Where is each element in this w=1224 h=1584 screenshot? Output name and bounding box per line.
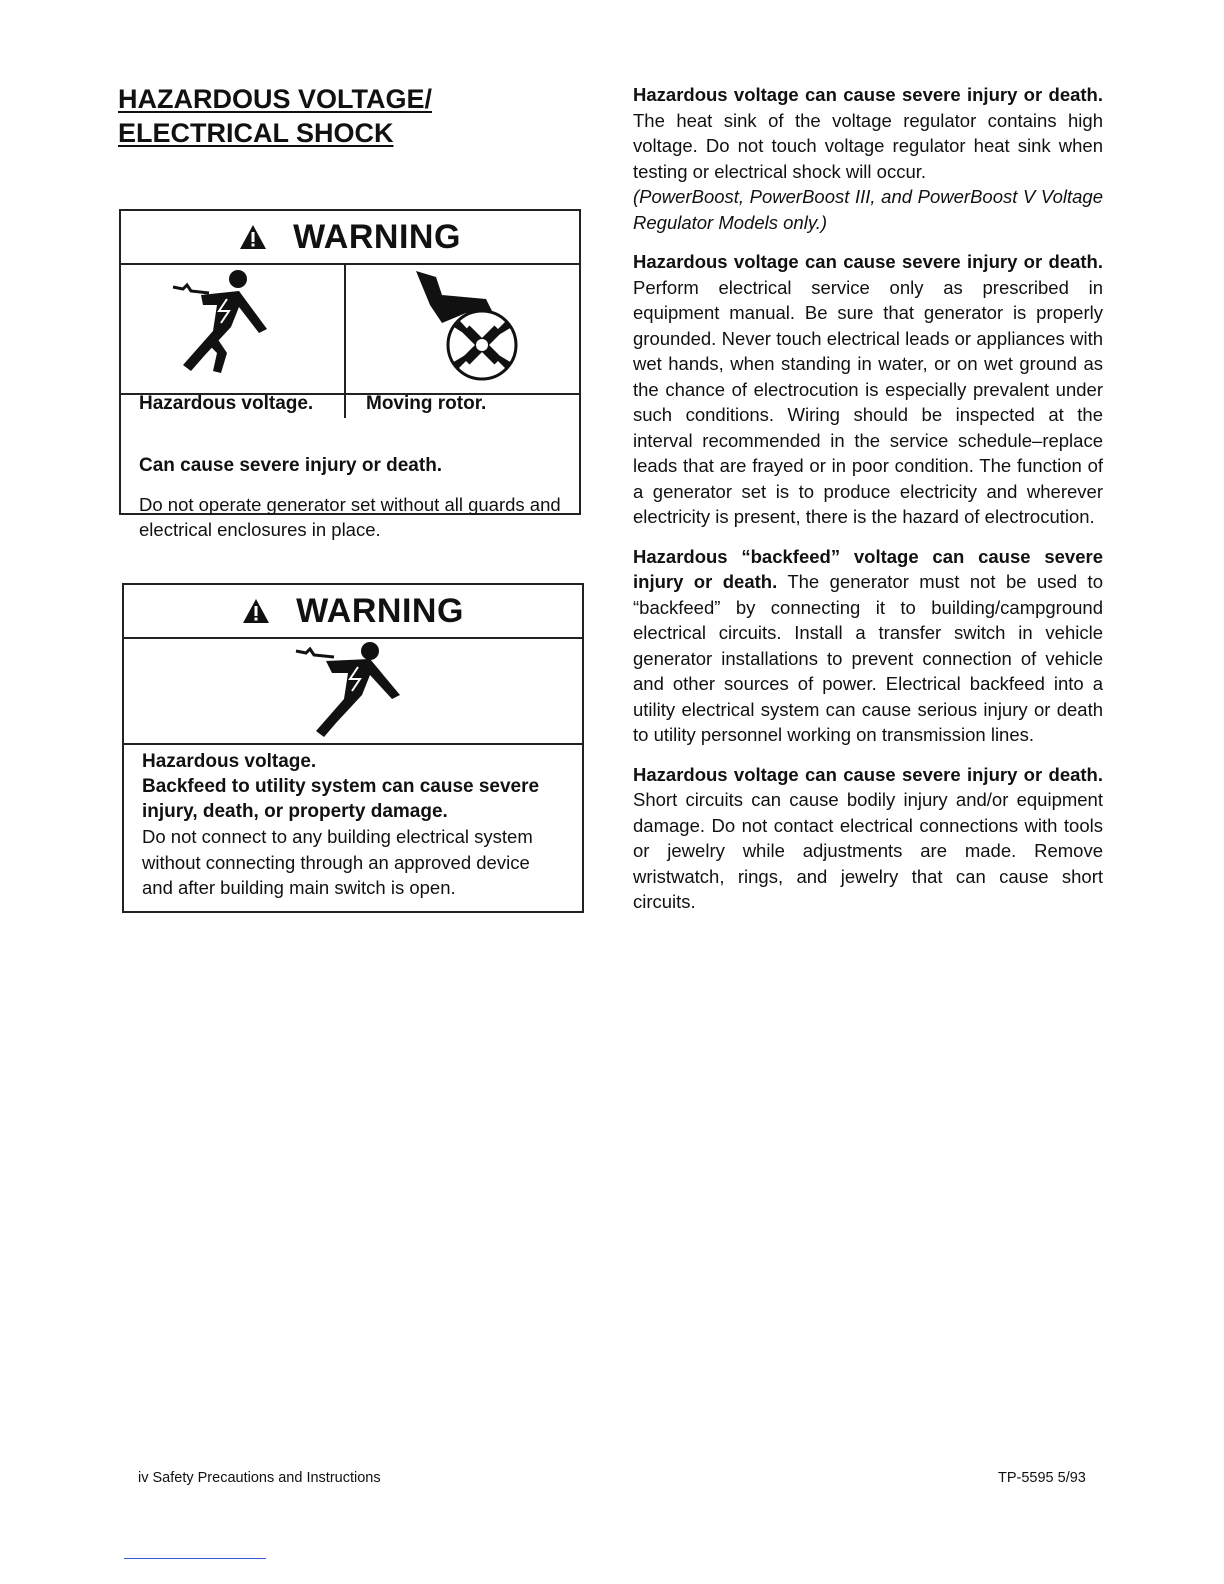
warning-body [124, 745, 582, 901]
paragraph-lead: Hazardous voltage can cause severe injury or death. [633, 251, 1103, 272]
electric-shock-person-icon [124, 639, 582, 743]
heading-line-2: ELECTRICAL SHOCK [118, 118, 394, 148]
warning-header [121, 211, 579, 265]
electric-shock-person-icon [121, 265, 344, 393]
warning-title: WARNING [296, 591, 464, 630]
warning-triangle-icon [239, 223, 267, 251]
hazard-icons-row [121, 265, 579, 395]
footer-doc-number: TP-5595 5/93 [998, 1470, 1086, 1486]
paragraph-text: Short circuits can cause bodily injury and/or equipment damage. Do not contact electrical connections with tools or jewelry while adjustments are made. Remove wristwatch, rings, and jewelry that can cause short circuits. [633, 789, 1103, 912]
severity-text: Can cause severe injury or death. [139, 455, 443, 476]
caption-divider [344, 392, 346, 418]
paragraph-lead: Hazardous voltage can cause severe injury or death. [633, 763, 1103, 785]
footer-page-title: iv Safety Precautions and Instructions [138, 1470, 381, 1486]
paragraph-lead: Hazardous “backfeed” voltage can cause severe injury or death. [633, 545, 1103, 592]
warning-description: Do not operate generator set without all guards and electrical enclosures in place. [139, 494, 561, 540]
hazard-label: Hazardous voltage. [142, 751, 317, 772]
safety-paragraphs [633, 82, 1103, 929]
paragraph-note: (PowerBoost, PowerBoost III, and PowerBoost V Voltage Regulator Models only.) [633, 186, 1103, 233]
paragraph-heat-sink [633, 82, 1103, 235]
warning-header [124, 585, 582, 639]
severity-text: Backfeed to utility system can cause severe injury, death, or property damage. [142, 776, 540, 822]
paragraph-text: Perform electrical service only as prescribed in equipment manual. Be sure that generator is properly grounded. Never touch electrical leads or appliances with wet hands, when standing in water, or on wet ground as the chance of electrocution is especially prevalent under such conditions. Wiring should be inspected at the interval recommended in the service schedule–replace leads that are frayed or in poor condition. The function of a generator set is to produce electricity and wherever electricity is present, there is the hazard of electrocution. [633, 276, 1103, 527]
caption-hazardous-voltage: Hazardous voltage. [139, 393, 314, 414]
paragraph-backfeed [633, 544, 1103, 748]
paragraph-text: The generator must not be used to “backfeed” by connecting it to building/campground electrical circuits. Install a transfer switch in vehicle generator installations to prevent connection of vehicle and other sources of power. Electrical backfeed into a utility electrical system can cause serious injury or death to utility personnel working on transmission lines. [633, 571, 1103, 745]
warning-triangle-icon [242, 597, 270, 625]
warning-title: WARNING [293, 217, 461, 256]
caption-moving-rotor: Moving rotor. [366, 393, 487, 414]
paragraph-lead: Hazardous voltage can cause severe injury or death. [633, 84, 1103, 105]
paragraph-electrical-service [633, 249, 1103, 530]
hazard-icons-row [124, 639, 582, 745]
hazard-cell-voltage [121, 265, 346, 393]
bottom-rule [124, 1558, 266, 1559]
section-heading [118, 82, 538, 150]
moving-rotor-icon [346, 265, 579, 393]
hazard-cell-rotor [346, 265, 579, 393]
warning-body [121, 393, 579, 542]
heading-line-1: HAZARDOUS VOLTAGE/ [118, 84, 432, 114]
paragraph-short-circuits [633, 762, 1103, 915]
warning-description: Do not connect to any building electrical system without connecting through an approved device and after building main switch is open. [142, 826, 533, 898]
warning-box-backfeed [122, 583, 584, 913]
paragraph-text: The heat sink of the voltage regulator contains high voltage. Do not touch voltage regulator heat sink when testing or electrical shock will occur. [633, 109, 1103, 182]
warning-box-voltage-rotor [119, 209, 581, 540]
